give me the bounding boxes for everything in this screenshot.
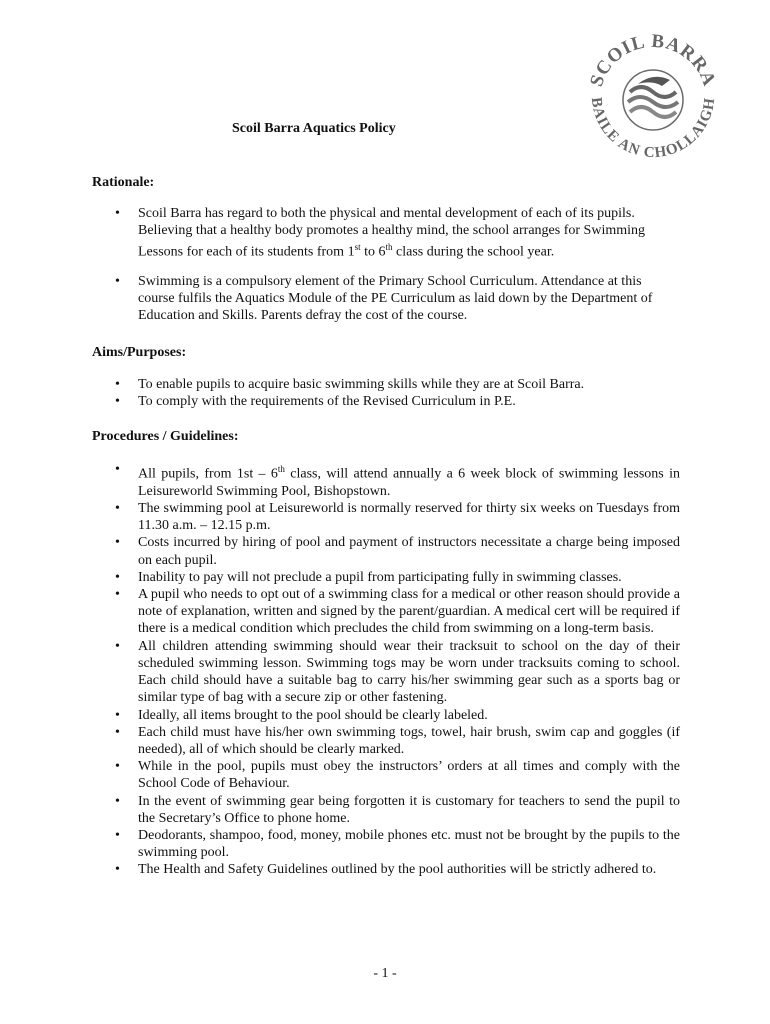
procedures-heading: Procedures / Guidelines:: [92, 429, 239, 444]
list-item: • All children attending swimming should wear their tracksuit to school on the day of their scheduled swimming lesson. Swimming togs may be worn under tracksuits coming to school. Each child should have a suitable bag to carry his/her swimming gear such as a sports bag or similar type of bag with a secure zip or other fastening.: [112, 638, 680, 707]
page-number: - 1 -: [373, 966, 397, 981]
list-item: • In the event of swimming gear being forgotten it is customary for teachers to send the pupil to the Secretary’s Office to phone home.: [112, 793, 680, 827]
list-item: • Swimming is a compulsory element of the Primary School Curriculum. Attendance at this course fulfils the Aquatics Module of the PE Curriculum as laid down by the Department of Education and Skills. Parents defray the cost of the course.: [112, 273, 680, 325]
logo-bottom-text: BAILE AN CHOLLAIGH: [587, 96, 719, 162]
rationale-list: [112, 205, 680, 261]
document-title: Scoil Barra Aquatics Policy: [232, 121, 396, 136]
list-item: • While in the pool, pupils must obey the instructors’ orders at all times and comply with the School Code of Behaviour.: [112, 758, 680, 792]
aims-list: [112, 376, 680, 410]
list-item: • The Health and Safety Guidelines outlined by the pool authorities will be strictly adhered to.: [112, 861, 680, 878]
list-item: • To enable pupils to acquire basic swimming skills while they are at Scoil Barra.: [112, 376, 680, 393]
aims-heading: Aims/Purposes:: [92, 345, 187, 360]
procedures-list: [112, 461, 680, 879]
list-item: • A pupil who needs to opt out of a swimming class for a medical or other reason should provide a note of explanation, written and signed by the parent/guardian. A medical cert will be required if there is a medical condition which precludes the child from swimming on a long-term basis.: [112, 586, 680, 638]
rationale-list-2: [112, 273, 680, 325]
list-item: • Inability to pay will not preclude a pupil from participating fully in swimming classes.: [112, 569, 680, 586]
school-logo: [578, 34, 728, 166]
rationale-heading: Rationale:: [92, 175, 155, 190]
list-item: • All pupils, from 1st – 6th class, will attend annually a 6 week block of swimming lessons in Leisureworld Swimming Pool, Bishopstown.: [112, 461, 680, 500]
list-item: • Deodorants, shampoo, food, money, mobile phones etc. must not be brought by the pupils to the swimming pool.: [112, 827, 680, 861]
list-item: • Each child must have his/her own swimming togs, towel, hair brush, swim cap and goggles (if needed), all of which should be clearly marked.: [112, 724, 680, 758]
logo-top-text: SCOIL BARRA: [586, 34, 720, 90]
list-item: • The swimming pool at Leisureworld is normally reserved for thirty six weeks on Tuesdays from 11.30 a.m. – 12.15 p.m.: [112, 500, 680, 534]
list-item: • Costs incurred by hiring of pool and payment of instructors necessitate a charge being imposed on each pupil.: [112, 534, 680, 568]
list-item: • Scoil Barra has regard to both the physical and mental development of each of its pupils. Believing that a healthy body promotes a healthy mind, the school arranges for Swimming Lessons for each of its students from 1st to 6th class during the school year.: [112, 205, 680, 261]
list-item: • Ideally, all items brought to the pool should be clearly labeled.: [112, 707, 680, 724]
list-item: • To comply with the requirements of the Revised Curriculum in P.E.: [112, 393, 680, 410]
